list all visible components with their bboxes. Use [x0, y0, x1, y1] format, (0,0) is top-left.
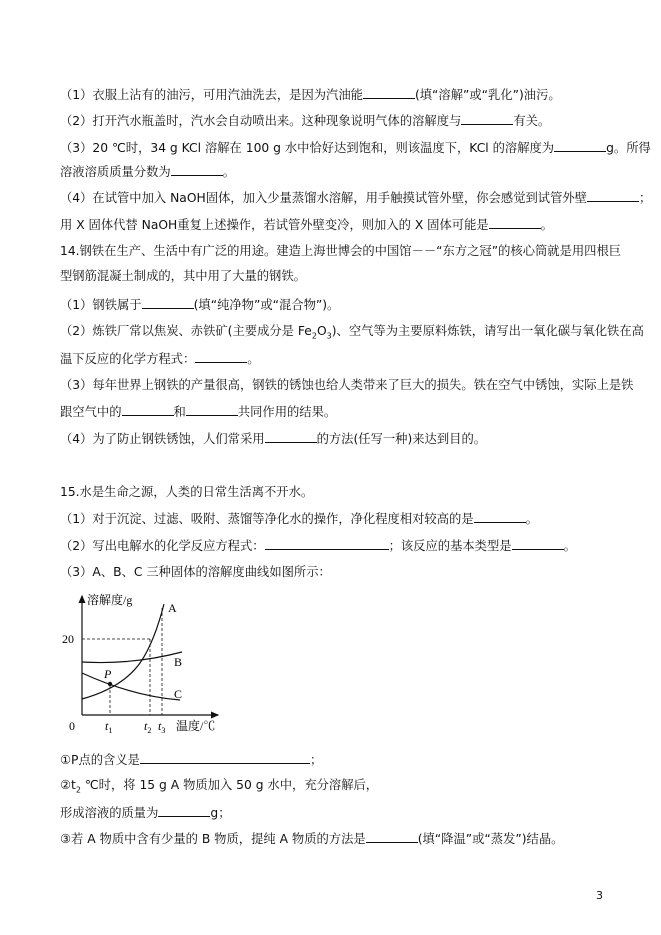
q14-part4-text: （4）为了防止钢铁锈蚀，人们常采用 [60, 432, 265, 446]
q15-sub2-text-2: ℃时，将 15 g A 物质加入 50 g 水中，充分溶解后， [80, 778, 379, 792]
q14-part1 [60, 296, 339, 313]
q15-part2-text: （2）写出电解水的化学反应方程式： [60, 539, 265, 553]
answer-blank[interactable] [158, 804, 210, 817]
subscript: 2 [311, 331, 317, 341]
answer-blank[interactable] [171, 163, 223, 176]
q15-intro-text: 15.水是生命之源，人类的日常生活离不开水。 [60, 485, 314, 499]
curve-c-label: C [174, 687, 183, 701]
q15-part1-text-2: 。 [525, 512, 538, 526]
answer-blank[interactable] [265, 430, 317, 443]
q15-sub2-cont [60, 804, 231, 821]
q13-part4-text-3: 用 X 固体代替 NaOH重复上述操作，若试管外壁变冷，则加入的 X 固体可能是 [60, 218, 489, 232]
q13-part4-cont [60, 216, 553, 233]
q15-sub2 [60, 777, 378, 798]
q14-part2-text-2: )、空气等为主要原料炼铁，请写出一氧化碳与氧化铁在高 [331, 324, 644, 338]
curve-a-label: A [168, 601, 177, 615]
q13-part2-text: （2）打开汽水瓶盖时，汽水会自动喷出来。这种现象说明气体的溶解度与 [60, 114, 462, 128]
q14-part3-text-2: 跟空气中的 [60, 405, 122, 419]
q15-sub3-text: ③若 A 物质中含有少量的 B 物质，提纯 A 物质的方法是 [60, 832, 366, 846]
q13-part4-text-2: ； [638, 191, 652, 205]
subscript: 2 [75, 785, 81, 795]
curve-b-label: B [174, 655, 183, 669]
q14-part3-text-3: 和 [173, 405, 186, 419]
q13-part1-text: （1）衣服上沾有的油污，可用汽油洗去，是因为汽油能 [60, 88, 363, 102]
q13-part4 [60, 189, 651, 206]
q13-part2 [60, 112, 550, 129]
curve-b [82, 652, 182, 663]
q13-part4-text-4: 。 [540, 218, 553, 232]
y-axis-label: 溶解度/g [87, 593, 133, 607]
q15-part3 [60, 564, 331, 580]
q14-part1-text: （1）钢铁属于 [60, 298, 142, 312]
q14-intro-text-2: 型钢筋混凝土制成的，其中用了大量的钢铁。 [60, 269, 306, 283]
q13-part3-text-3: 溶液溶质质量分数为 [60, 165, 171, 179]
q14-part4-text-2: 的方法(任写一种)来达到目的。 [316, 432, 487, 446]
answer-blank[interactable] [186, 403, 238, 416]
q14-part3 [60, 377, 633, 393]
answer-blank[interactable] [366, 830, 418, 843]
answer-blank[interactable] [461, 112, 513, 125]
answer-blank[interactable] [587, 189, 639, 202]
q14-intro-text: 14.钢铁在生产、生活中有广泛的用途。建造上海世博会的中国馆－－“东方之冠”的核心筒就是用四根巨 [60, 244, 622, 258]
q13-part3 [60, 139, 651, 156]
t3-label: $t_3$ [158, 719, 166, 735]
q14-part2-text: （2）炼铁厂常以焦炭、赤铁矿(主要成分是 Fe [60, 324, 312, 338]
q14-part4 [60, 430, 486, 447]
q14-part3-cont [60, 403, 336, 420]
answer-blank[interactable] [140, 751, 310, 764]
q13-part3-text: （3）20 ℃时，34 g KCl 溶解在 100 g 水中恰好达到饱和，则该温度下，KCl 的溶解度为 [60, 141, 555, 155]
answer-blank[interactable] [195, 350, 247, 363]
q15-sub1-text: ①P点的含义是 [60, 753, 140, 767]
q15-sub2-text-4: g； [210, 806, 231, 820]
q15-sub2-text-3: 形成溶液的质量为 [60, 806, 159, 820]
q14-part2 [60, 323, 644, 344]
point-p [108, 682, 112, 686]
q15-sub1 [60, 751, 322, 768]
q15-part2-text-3: 。 [563, 539, 576, 553]
y-tick-20: 20 [62, 632, 74, 646]
q14-part2-formula: O [316, 324, 327, 338]
q14-part3-text: （3）每年世界上钢铁的产量很高，钢铁的锈蚀也给人类带来了巨大的损失。铁在空气中锈蚀，实际上是铁 [60, 378, 634, 392]
answer-blank[interactable] [474, 510, 526, 523]
answer-blank[interactable] [512, 537, 564, 550]
subscript: 3 [326, 331, 332, 341]
answer-blank[interactable] [489, 216, 541, 229]
q13-part4-text: （4）在试管中加入 NaOH固体，加入少量蒸馏水溶解，用手触摸试管外壁，你会感觉到试管外壁 [60, 191, 587, 205]
q13-part3-text-2: g。所得 [606, 141, 651, 155]
q13-part2-text-2: 有关。 [513, 114, 551, 128]
answer-blank[interactable] [122, 403, 174, 416]
t1-label: $t_1$ [105, 719, 113, 735]
q14-part2-text-3: 温下反应的化学方程式： [60, 352, 196, 366]
page-number: 3 [596, 889, 603, 902]
curve-c [82, 673, 183, 701]
answer-blank[interactable] [142, 296, 194, 309]
q15-part3-text: （3）A、B、C 三种固体的溶解度曲线如图所示： [60, 565, 331, 579]
x-axis-label: 温度/℃ [176, 719, 216, 733]
origin-label: 0 [69, 719, 75, 733]
q15-intro [60, 484, 313, 500]
q15-part2 [60, 537, 576, 554]
q14-intro [60, 243, 621, 259]
q14-part2-cont [60, 350, 260, 367]
q15-part1-text: （1）对于沉淀、过滤、吸附、蒸馏等净化水的操作，净化程度相对较高的是 [60, 512, 474, 526]
q13-part1-text-2: (填“溶解”或“乳化”)油污。 [414, 88, 561, 102]
q14-intro-cont [60, 268, 306, 284]
solubility-curve-figure [62, 588, 322, 738]
q15-part1 [60, 510, 538, 527]
point-p-label: P [104, 667, 112, 681]
answer-blank[interactable] [363, 86, 415, 99]
q14-part1-text-2: (填“纯净物”或“混合物”)。 [193, 298, 340, 312]
q15-sub2-text: ②t [60, 778, 76, 792]
curve-a [82, 604, 164, 699]
q14-part2-text-4: 。 [247, 352, 260, 366]
q15-part2-text-2: ；该反应的基本类型是 [388, 539, 512, 553]
q13-part1 [60, 86, 561, 103]
answer-blank[interactable] [554, 139, 606, 152]
t2-label: $t_2$ [144, 719, 152, 735]
q15-sub1-text-2: ； [309, 753, 323, 767]
q13-part3-text-4: 。 [222, 165, 235, 179]
answer-blank[interactable] [265, 537, 389, 550]
q13-part3-cont [60, 163, 235, 180]
q15-sub3-text-2: (填“降温”或“蒸发”)结晶。 [417, 832, 564, 846]
q15-sub3 [60, 830, 563, 847]
q14-part3-text-4: 共同作用的结果。 [237, 405, 337, 419]
